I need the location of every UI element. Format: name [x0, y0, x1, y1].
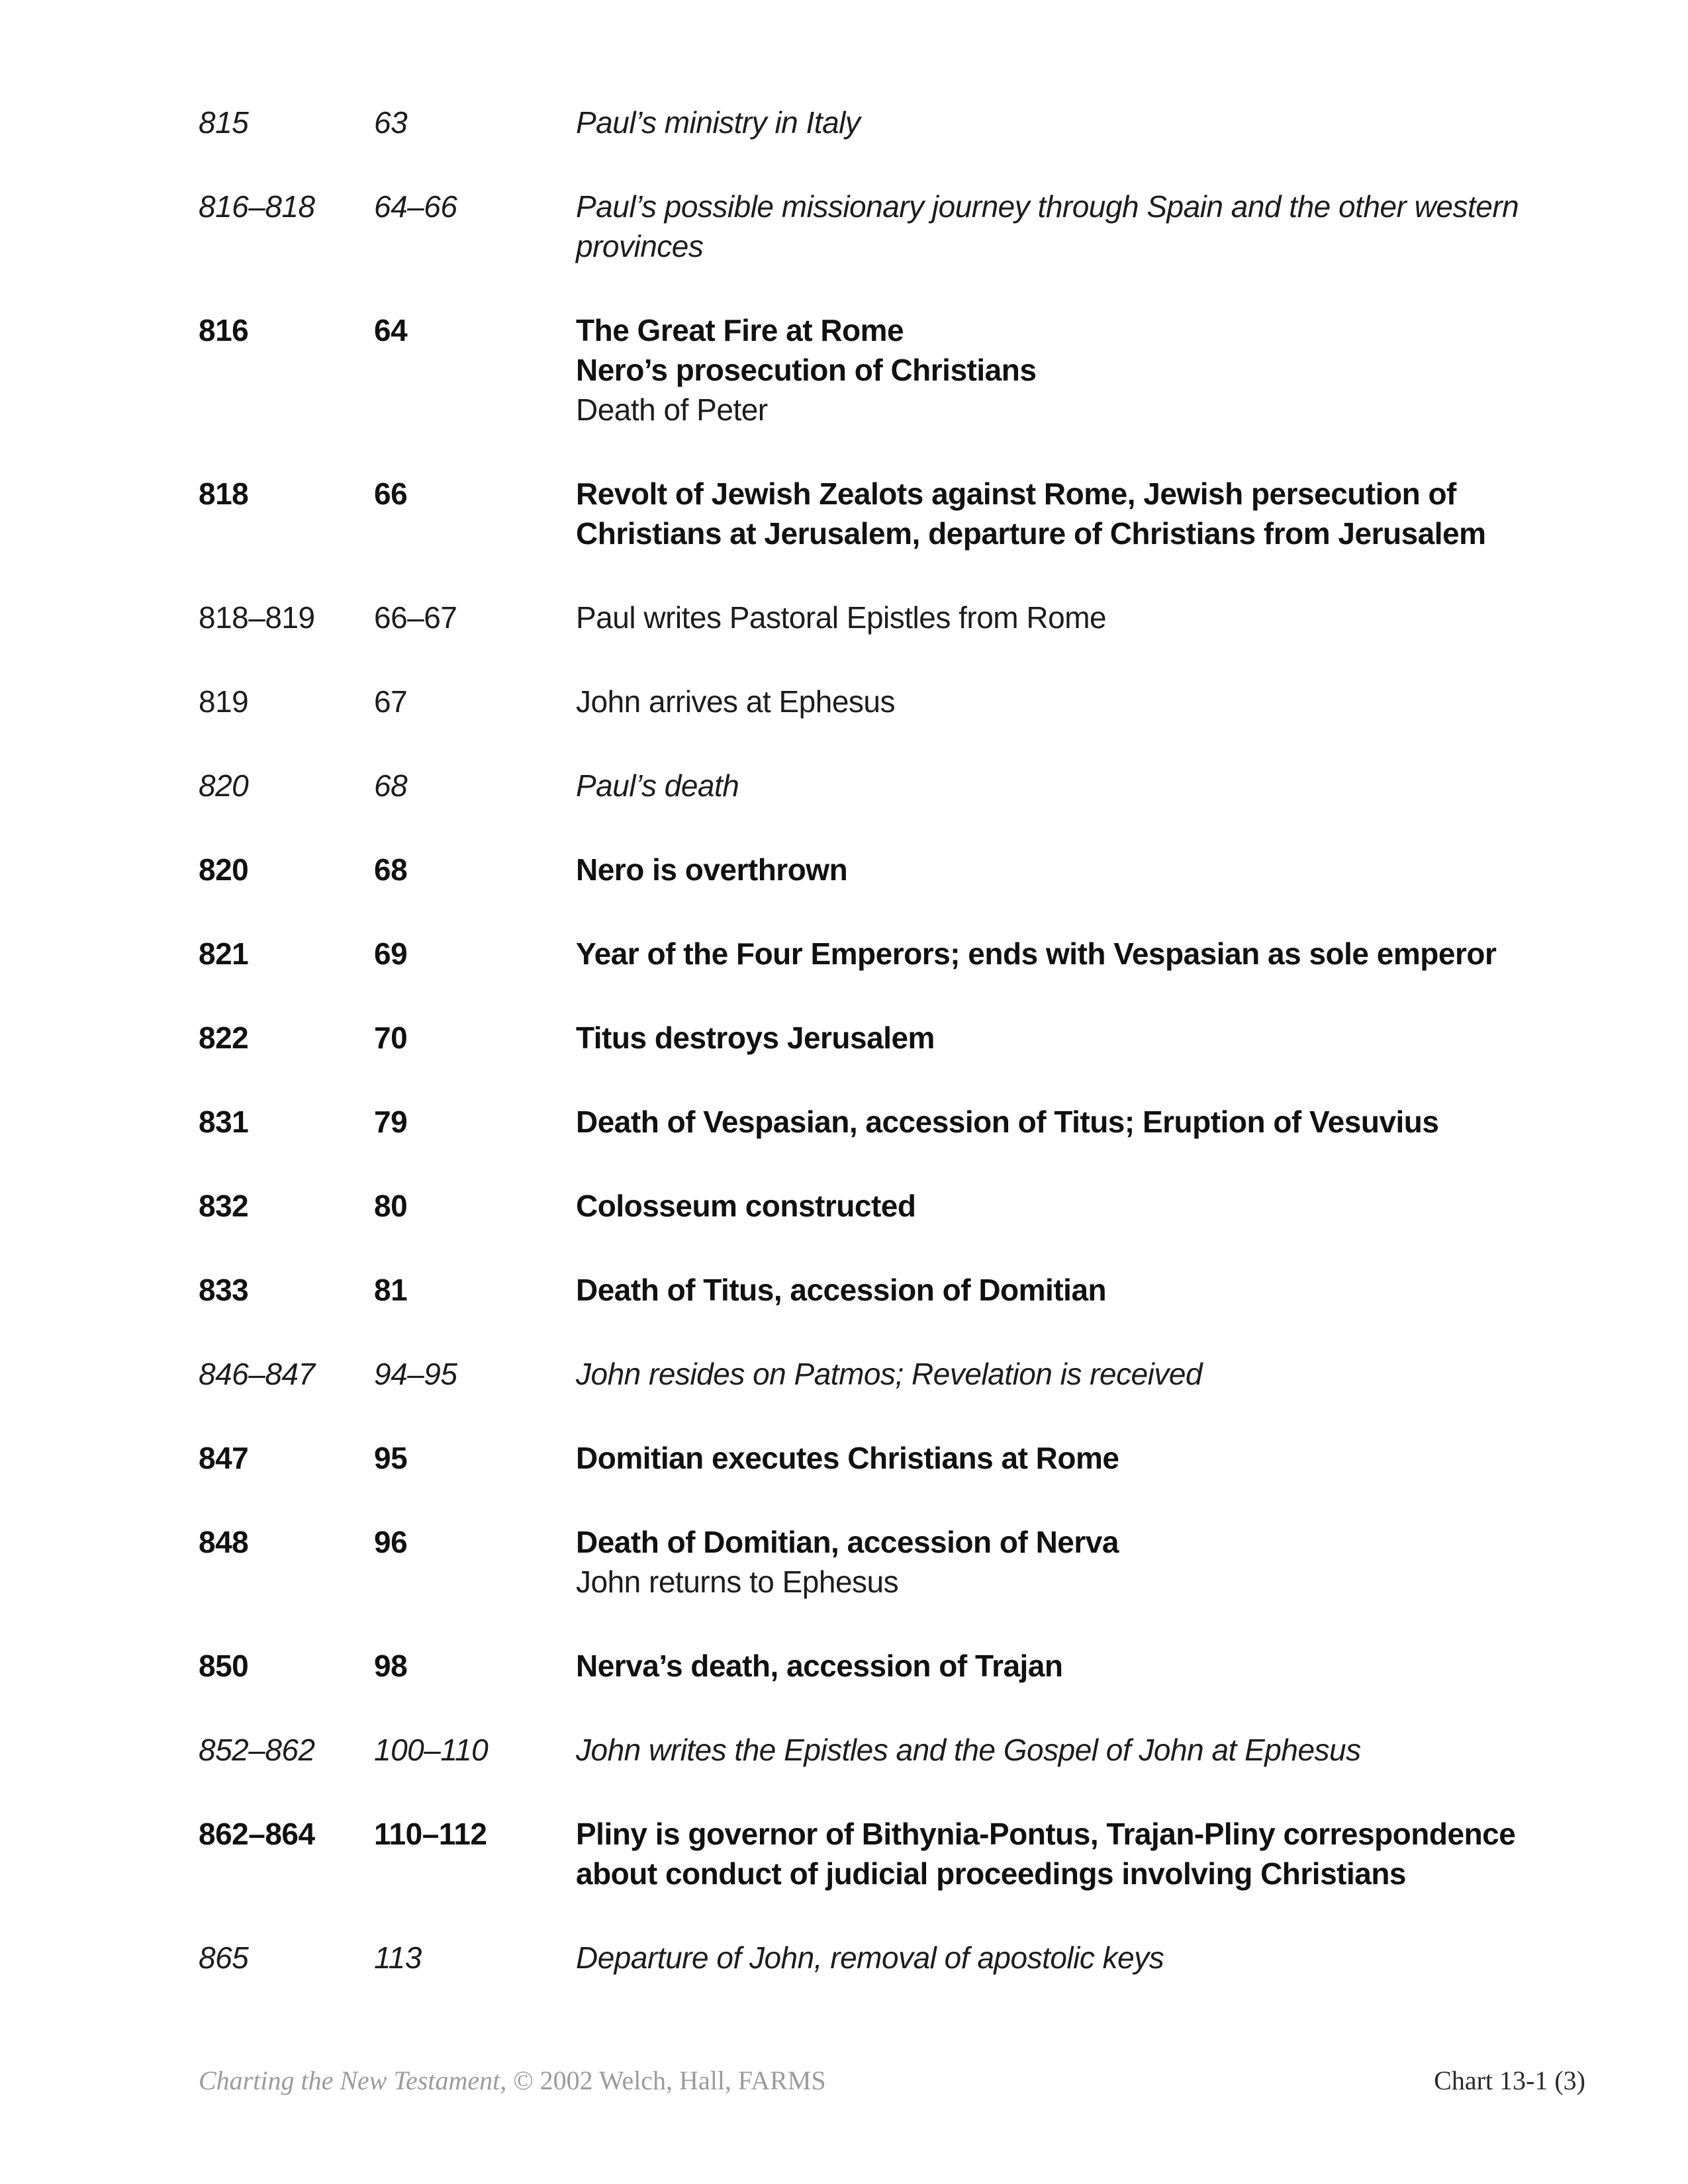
year-am-cell: 820 — [199, 852, 249, 887]
event-description — [576, 1814, 1585, 1893]
year-am-cell: 816–818 — [199, 189, 315, 224]
event-description — [576, 103, 1585, 142]
event-line: John returns to Ephesus — [576, 1565, 899, 1599]
year-ad-cell: 64–66 — [374, 189, 457, 224]
year-am-cell: 862–864 — [199, 1817, 315, 1851]
year-ad-cell: 67 — [374, 684, 408, 719]
event-description — [576, 682, 1585, 721]
event-line: Death of Titus, accession of Domitian — [576, 1273, 1107, 1307]
year-am-cell: 822 — [199, 1021, 249, 1055]
year-ad-cell: 79 — [374, 1105, 408, 1139]
table-row — [199, 1646, 1585, 1686]
event-line: Paul’s death — [576, 768, 739, 803]
event-line: Nero’s prosecution of Christians — [576, 353, 1037, 387]
event-description — [576, 1270, 1585, 1310]
chronology-table — [199, 103, 1585, 2022]
year-am-cell: 852–862 — [199, 1733, 315, 1767]
event-description — [576, 1102, 1585, 1142]
year-ad-cell: 100–110 — [374, 1733, 489, 1767]
year-am-cell: 832 — [199, 1189, 249, 1223]
table-row — [199, 1730, 1585, 1770]
year-ad-cell: 110–112 — [374, 1817, 487, 1851]
year-am-cell: 848 — [199, 1525, 249, 1559]
event-line: Paul’s possible missionary journey through Spain and the other western — [576, 189, 1519, 224]
event-description — [576, 1354, 1585, 1394]
event-line: The Great Fire at Rome — [576, 313, 904, 347]
table-row — [199, 1814, 1585, 1893]
footer-credit — [199, 2065, 826, 2097]
table-row — [199, 1938, 1585, 1978]
table-row — [199, 1438, 1585, 1478]
event-description — [576, 187, 1585, 266]
table-row — [199, 682, 1585, 721]
event-line: Death of Domitian, accession of Nerva — [576, 1525, 1119, 1559]
year-am-cell: 833 — [199, 1273, 249, 1307]
event-line: Christians at Jerusalem, departure of Christians from Jerusalem — [576, 516, 1486, 551]
table-row — [199, 1018, 1585, 1058]
year-ad-cell: 96 — [374, 1525, 408, 1559]
event-line: John arrives at Ephesus — [576, 684, 895, 719]
table-row — [199, 187, 1585, 266]
table-row — [199, 1102, 1585, 1142]
table-row — [199, 474, 1585, 553]
event-description — [576, 1522, 1585, 1602]
year-am-cell: 818 — [199, 477, 249, 511]
table-row — [199, 934, 1585, 974]
event-line: provinces — [576, 229, 704, 263]
year-ad-cell: 66–67 — [374, 600, 457, 635]
event-line: Death of Peter — [576, 392, 768, 427]
year-am-cell: 850 — [199, 1649, 249, 1683]
year-ad-cell: 68 — [374, 768, 408, 803]
event-description — [576, 1938, 1585, 1978]
event-line: Departure of John, removal of apostolic keys — [576, 1940, 1164, 1975]
event-line: Revolt of Jewish Zealots against Rome, Jewish persecution of — [576, 477, 1456, 511]
year-am-cell: 865 — [199, 1940, 249, 1975]
year-am-cell: 846–847 — [199, 1357, 315, 1391]
table-row — [199, 766, 1585, 805]
event-description — [576, 850, 1585, 889]
chart-number: Chart 13-1 (3) — [1434, 2066, 1585, 2095]
event-line: John resides on Patmos; Revelation is received — [576, 1357, 1203, 1391]
year-am-cell: 831 — [199, 1105, 249, 1139]
table-row — [199, 1522, 1585, 1602]
event-description — [576, 598, 1585, 637]
year-am-cell: 816 — [199, 313, 249, 347]
page-footer — [199, 2065, 1585, 2097]
year-ad-cell: 94–95 — [374, 1357, 457, 1391]
event-line: Colosseum constructed — [576, 1189, 916, 1223]
event-description — [576, 474, 1585, 553]
event-line: Pliny is governor of Bithynia-Pontus, Trajan-Pliny correspondence — [576, 1817, 1516, 1851]
event-description — [576, 934, 1585, 974]
footer-work-title: Charting the New Testament, — [199, 2066, 507, 2095]
footer-copyright: © 2002 Welch, Hall, FARMS — [506, 2066, 826, 2095]
year-ad-cell: 98 — [374, 1649, 408, 1683]
year-ad-cell: 95 — [374, 1441, 408, 1475]
year-ad-cell: 81 — [374, 1273, 408, 1307]
table-row — [199, 1354, 1585, 1394]
event-description — [576, 1730, 1585, 1770]
event-line: Nerva’s death, accession of Trajan — [576, 1649, 1063, 1683]
event-description — [576, 310, 1585, 430]
event-description — [576, 766, 1585, 805]
event-line: Paul’s ministry in Italy — [576, 105, 861, 140]
year-am-cell: 821 — [199, 936, 249, 971]
table-row — [199, 1186, 1585, 1226]
year-am-cell: 815 — [199, 105, 249, 140]
table-row — [199, 103, 1585, 142]
event-line: about conduct of judicial proceedings involving Christians — [576, 1856, 1407, 1891]
event-line: Nero is overthrown — [576, 852, 848, 887]
year-ad-cell: 66 — [374, 477, 408, 511]
year-am-cell: 819 — [199, 684, 249, 719]
year-ad-cell: 69 — [374, 936, 408, 971]
year-ad-cell: 63 — [374, 105, 408, 140]
year-am-cell: 820 — [199, 768, 249, 803]
event-line: Titus destroys Jerusalem — [576, 1021, 935, 1055]
event-description — [576, 1186, 1585, 1226]
table-row — [199, 310, 1585, 430]
year-am-cell: 818–819 — [199, 600, 315, 635]
year-ad-cell: 64 — [374, 313, 408, 347]
table-row — [199, 598, 1585, 637]
event-description — [576, 1646, 1585, 1686]
event-line: Domitian executes Christians at Rome — [576, 1441, 1119, 1475]
event-description — [576, 1438, 1585, 1478]
table-row — [199, 850, 1585, 889]
event-line: Death of Vespasian, accession of Titus; Eruption of Vesuvius — [576, 1105, 1439, 1139]
year-am-cell: 847 — [199, 1441, 249, 1475]
year-ad-cell: 70 — [374, 1021, 408, 1055]
event-line: Year of the Four Emperors; ends with Vespasian as sole emperor — [576, 936, 1497, 971]
year-ad-cell: 80 — [374, 1189, 408, 1223]
event-line: Paul writes Pastoral Epistles from Rome — [576, 600, 1107, 635]
year-ad-cell: 113 — [374, 1940, 422, 1975]
event-line: John writes the Epistles and the Gospel of John at Ephesus — [576, 1733, 1361, 1767]
event-description — [576, 1018, 1585, 1058]
year-ad-cell: 68 — [374, 852, 408, 887]
table-row — [199, 1270, 1585, 1310]
